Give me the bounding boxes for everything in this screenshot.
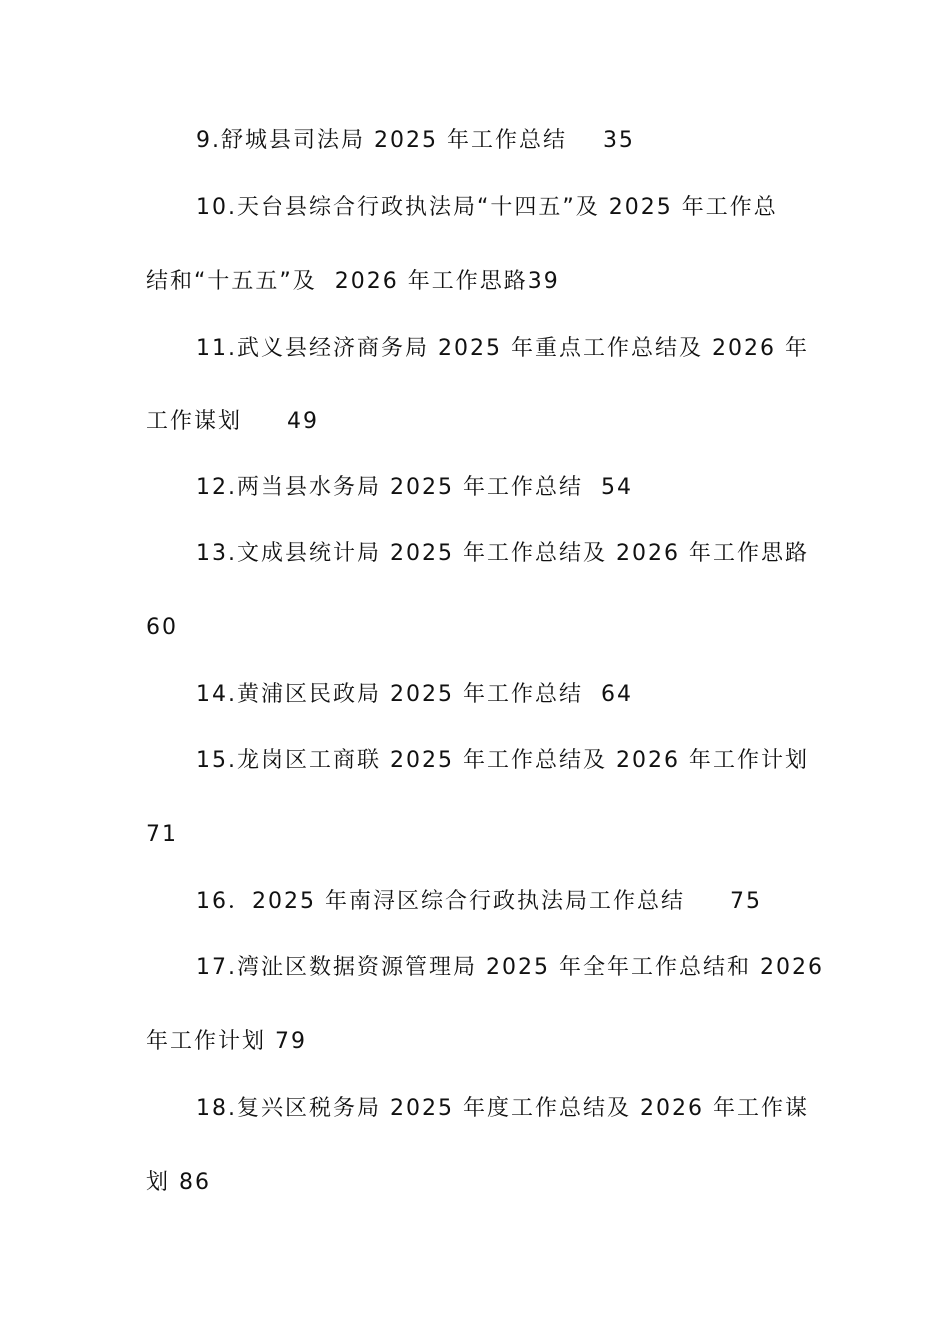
toc-entry-18: 18.复兴区税务局 2025 年度工作总结及 2026 年工作谋 bbox=[196, 1096, 809, 1121]
toc-entry-15-cont: 71 bbox=[146, 822, 178, 847]
toc-entry-10: 10.天台县综合行政执法局“十四五”及 2025 年工作总 bbox=[196, 195, 778, 220]
toc-entry-14: 14.黄浦区民政局 2025 年工作总结 64 bbox=[196, 682, 633, 707]
toc-entry-11: 11.武义县经济商务局 2025 年重点工作总结及 2026 年 bbox=[196, 336, 809, 361]
toc-entry-15: 15.龙岗区工商联 2025 年工作总结及 2026 年工作计划 bbox=[196, 748, 809, 773]
toc-entry-13-cont: 60 bbox=[146, 615, 178, 640]
toc-entry-17: 17.湾沚区数据资源管理局 2025 年全年工作总结和 2026 bbox=[196, 955, 824, 980]
toc-entry-9: 9.舒城县司法局 2025 年工作总结 35 bbox=[196, 128, 635, 153]
toc-entry-18-cont: 划 86 bbox=[146, 1170, 211, 1195]
toc-entry-12: 12.两当县水务局 2025 年工作总结 54 bbox=[196, 475, 633, 500]
toc-entry-17-cont: 年工作计划 79 bbox=[146, 1029, 307, 1054]
toc-entry-13: 13.文成县统计局 2025 年工作总结及 2026 年工作思路 bbox=[196, 541, 809, 566]
toc-entry-16: 16．2025 年南浔区综合行政执法局工作总结 75 bbox=[196, 889, 762, 914]
toc-entry-11-cont: 工作谋划 49 bbox=[146, 409, 319, 434]
toc-entry-10-cont: 结和“十五五”及 2026 年工作思路39 bbox=[146, 269, 560, 294]
